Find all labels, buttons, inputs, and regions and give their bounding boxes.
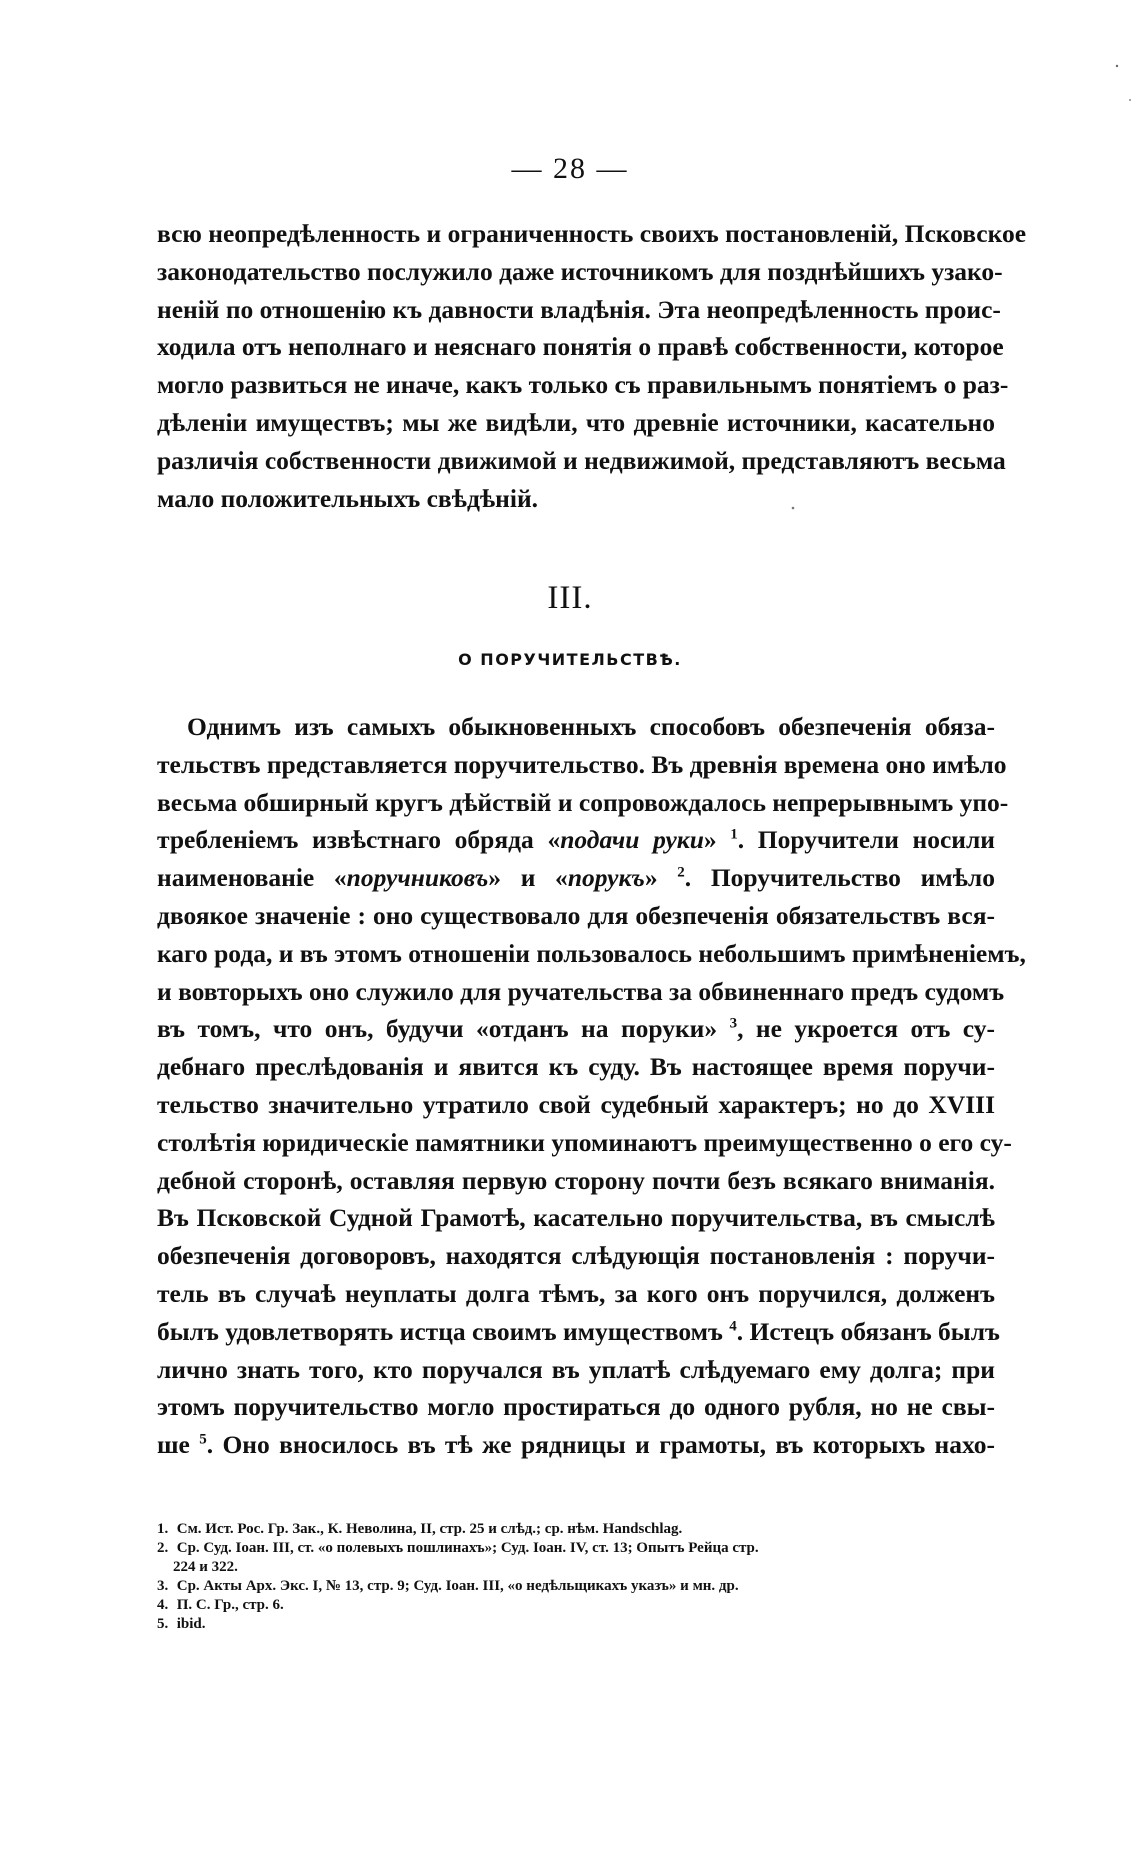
text-line: столѣтія юридическіе памятники упоминаютъ преимущественно о его су- [157, 1127, 1012, 1157]
text-run: . Оно вносилось въ тѣ же рядницы и грамоты, въ которыхъ нахо- [206, 1430, 996, 1460]
text-line: дѣленіи имуществъ; мы же видѣли, что древніе источники, касательно [157, 407, 995, 437]
text-line: этомъ поручительство могло простираться до одного рубля, но не свы- [157, 1392, 995, 1422]
text-line: тельство значительно утратило свой судебный характеръ; но до XVIII [157, 1089, 995, 1119]
text-run: въ томъ, что онъ, будучи «отданъ на поруки» [157, 1014, 718, 1044]
page-number: — 28 — [511, 152, 629, 185]
footnote-ref: 4 [729, 1318, 737, 1335]
footnote-number: 3. [157, 1578, 169, 1594]
text-line: лично знать того, кто поручался въ уплатѣ слѣдуемаго ему долга; при [157, 1354, 995, 1384]
text-line: дебнаго преслѣдованія и явится къ суду. Въ настоящее время поручи- [157, 1052, 995, 1082]
text-line: тель въ случаѣ неуплаты долга тѣмъ, за кого онъ поручился, долженъ [157, 1278, 995, 1308]
text-run: . Поручительство имѣло [684, 863, 995, 893]
text-run: . Истецъ обязанъ былъ [736, 1316, 1000, 1346]
italic-term: порукъ [567, 863, 645, 893]
footnote [157, 1577, 995, 1596]
footnote [157, 1596, 995, 1615]
footnote [157, 1539, 995, 1558]
text-line: могло развиться не иначе, какъ только съ правильнымъ понятіемъ о раз- [157, 370, 1009, 400]
text-line [157, 859, 995, 897]
text-run: » [644, 863, 658, 893]
section-numeral: III. [547, 580, 593, 616]
main-paragraph [157, 708, 1026, 1464]
footnote-ref: 2 [677, 864, 685, 881]
text-run: , не укроется отъ су- [737, 1014, 995, 1044]
text-run: былъ удовлетворять истца своимъ имуществомъ [157, 1316, 723, 1346]
footnote-ref: 3 [729, 1015, 738, 1032]
footnote-text: Ср. Суд. Іоан. III, ст. «о полевыхъ пошлинахъ»; Суд. Іоан. IV, ст. 13; Опытъ Рейца стр. [176, 1540, 759, 1556]
speck [1116, 65, 1118, 67]
italic-term: поручниковъ [346, 863, 489, 893]
text-line: двоякое значеніе : оно существовало для обезпеченія обязательствъ вся- [157, 900, 995, 930]
footnote-ref: 5 [199, 1431, 207, 1448]
text-line [157, 1313, 1000, 1351]
text-line: Однимъ изъ самыхъ обыкновенныхъ способовъ обезпеченія обяза- [187, 712, 995, 741]
intro-paragraph [157, 215, 1027, 517]
text-run: » и « [488, 863, 568, 893]
footnote-ref: 1 [730, 826, 738, 843]
footnote-text: П. С. Гр., стр. 6. [176, 1597, 284, 1613]
footnote-text: См. Ист. Рос. Гр. Зак., К. Неволина, II, стр. 25 и слѣд.; ср. нѣм. Handschlag. [176, 1521, 683, 1537]
text-line: законодательство послужило даже источникомъ для позднѣйшихъ узако- [157, 256, 1003, 286]
text-run: требленіемъ извѣстнаго обряда « [157, 825, 561, 855]
footnote-text: Ср. Акты Арх. Экс. I, № 13, стр. 9; Суд. Іоан. III, «о недѣльщикахъ указъ» и мн. др. [176, 1578, 739, 1594]
text-line: ходила отъ неполнаго и неяснаго понятія о правѣ собственности, которое [157, 332, 1004, 362]
footnote-number: 5. [157, 1616, 169, 1632]
footnotes [157, 1520, 995, 1634]
section-title: О ПОРУЧИТЕЛЬСТВѢ. [458, 650, 682, 669]
italic-term: подачи руки [560, 825, 704, 855]
text-run: наименованіе « [157, 863, 347, 893]
text-line: каго рода, и въ этомъ отношеніи пользовалось небольшимъ примѣненіемъ, [157, 938, 1026, 968]
text-line: дебной сторонѣ, оставляя первую сторону почти безъ всякаго вниманія. [157, 1165, 995, 1195]
footnote-text: ibid. [176, 1616, 206, 1632]
footnote-continuation: 224 и 322. [173, 1559, 238, 1575]
text-line [157, 1426, 995, 1464]
text-line [157, 1010, 995, 1048]
text-line: тельствъ представляется поручительство. Въ древнія времена оно имѣло [157, 749, 1007, 779]
text-run: » [703, 825, 717, 855]
footnote [157, 1520, 995, 1539]
text-line: неній по отношенію къ давности владѣнія. Эта неопредѣленность проис- [157, 294, 1001, 324]
footnote-number: 4. [157, 1597, 169, 1613]
text-line: Въ Псковской Судной Грамотѣ, касательно поручительства, въ смыслѣ [157, 1203, 995, 1233]
text-line: весьма обширный кругъ дѣйствій и сопровождалось непрерывнымъ упо- [157, 787, 1009, 817]
text-line: и вовторыхъ оно служило для ручательства за обвиненнаго предъ судомъ [157, 976, 1005, 1006]
text-line: различія собственности движимой и недвижимой, представляютъ весьма [157, 445, 1006, 475]
text-line [157, 821, 995, 859]
footnote [157, 1615, 995, 1634]
footnote-number: 2. [157, 1540, 169, 1556]
footnote-number: 1. [157, 1521, 169, 1537]
text-line: обезпеченія договоровъ, находятся слѣдующія постановленія : поручи- [157, 1241, 995, 1271]
speck [1129, 99, 1131, 101]
text-line: мало положительныхъ свѣдѣній. [157, 483, 539, 513]
text-line: всю неопредѣленность и ограниченность своихъ постановленій, Псковское [157, 219, 1027, 248]
text-run: . Поручители носили [737, 825, 995, 855]
text-run: ше [157, 1430, 190, 1460]
